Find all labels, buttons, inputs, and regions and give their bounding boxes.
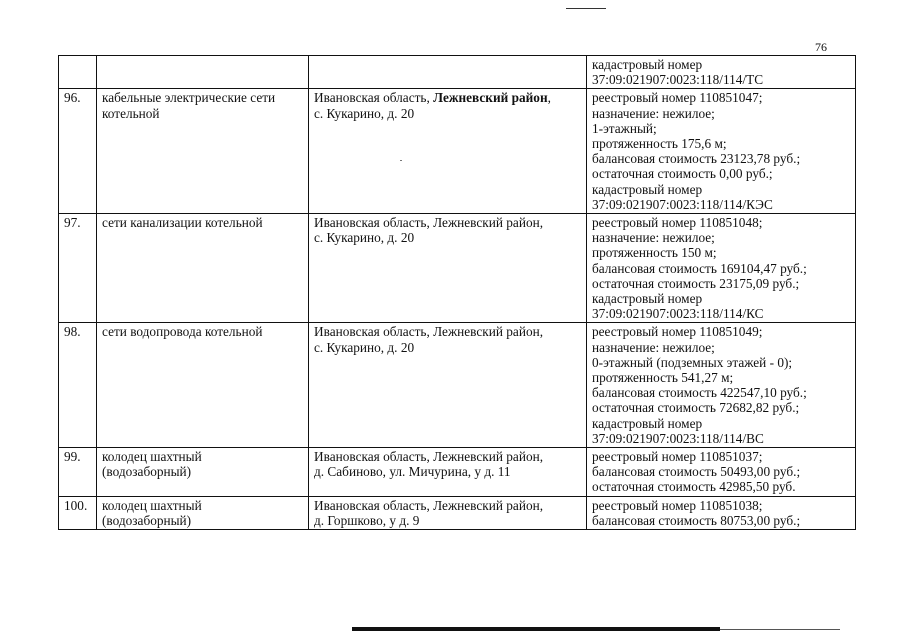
item-address-line — [314, 230, 582, 245]
item-detail-line: реестровый номер 110851047; — [592, 90, 763, 106]
item-address-line — [314, 106, 582, 121]
item-name-line: котельной — [102, 105, 160, 121]
item-address-line — [314, 90, 582, 105]
item-name-line: сети водопровода котельной — [102, 324, 263, 340]
item-detail-line: кадастровый номер — [592, 291, 703, 307]
item-detail-line: балансовая стоимость 50493,00 руб.; — [592, 464, 801, 480]
item-address-line — [314, 324, 582, 339]
item-name-line: колодец шахтный — [102, 449, 202, 465]
item-address-fragment: д. Сабиново, ул. Мичурина, у д. 11 — [314, 464, 511, 480]
item-address-cell — [309, 448, 587, 497]
registry-table-body — [59, 56, 856, 530]
item-details-cell — [587, 56, 856, 89]
item-detail-line: назначение: нежилое; — [592, 105, 715, 121]
table-row — [59, 448, 856, 497]
table-row — [59, 214, 856, 323]
item-detail-line: 0-этажный (подземных этажей - 0); — [592, 354, 793, 370]
item-detail-line: остаточная стоимость 0,00 руб.; — [592, 166, 773, 182]
item-number: 98. — [64, 324, 81, 340]
item-details-cell — [587, 496, 856, 529]
item-detail-line: остаточная стоимость 23175,09 руб.; — [592, 275, 800, 291]
item-name-cell — [97, 89, 309, 214]
item-detail-line: балансовая стоимость 422547,10 руб.; — [592, 385, 807, 401]
table-row — [59, 496, 856, 529]
item-detail-line: реестровый номер 110851049; — [592, 324, 763, 340]
item-number: 100. — [64, 497, 88, 513]
item-detail-line: 37:09:021907:0023:118/114/КЭС — [592, 196, 773, 212]
item-number-cell — [59, 448, 97, 497]
item-details-cell — [587, 323, 856, 448]
item-detail-line: 37:09:021907:0023:118/114/КС — [592, 306, 764, 322]
item-address-fragment: , — [547, 90, 551, 106]
item-address-fragment: Ивановская область, Лежневский район, — [314, 497, 544, 513]
item-detail-line: остаточная стоимость 42985,50 руб. — [592, 479, 796, 495]
item-address-fragment: Ивановская область, Лежневский район, — [314, 449, 544, 465]
item-address-fragment: с. Кукарино, д. 20 — [314, 230, 415, 246]
item-detail-line: остаточная стоимость 72682,82 руб.; — [592, 400, 800, 416]
item-detail-line: 37:09:021907:0023:118/114/ВС — [592, 430, 764, 446]
item-number-cell — [59, 496, 97, 529]
item-address-cell — [309, 214, 587, 323]
item-detail-line: кадастровый номер — [592, 415, 703, 431]
item-address-line — [314, 340, 582, 355]
item-detail-line: реестровый номер 110851048; — [592, 215, 763, 231]
item-address-line — [314, 513, 582, 528]
item-details-cell — [587, 214, 856, 323]
item-detail-line: балансовая стоимость 80753,00 руб.; — [592, 512, 801, 528]
item-detail-line: реестровый номер 110851037; — [592, 449, 763, 465]
item-detail-line: балансовая стоимость 169104,47 руб.; — [592, 260, 807, 276]
scan-top-mark — [566, 8, 606, 9]
item-address-fragment: д. Горшково, у д. 9 — [314, 512, 420, 528]
item-number: 97. — [64, 215, 81, 231]
item-name-cell — [97, 496, 309, 529]
item-address-fragment: с. Кукарино, д. 20 — [314, 339, 415, 355]
item-detail-line: реестровый номер 110851038; — [592, 497, 763, 513]
item-address-bold-fragment: Лежневский район — [433, 90, 548, 106]
item-name-line: колодец шахтный — [102, 497, 202, 513]
item-name-line: (водозаборный) — [102, 512, 192, 528]
scan-bottom-bar — [352, 627, 720, 631]
item-name-cell — [97, 323, 309, 448]
item-address-line — [314, 464, 582, 479]
item-address-cell — [309, 496, 587, 529]
item-number: 96. — [64, 90, 81, 106]
item-number-cell — [59, 323, 97, 448]
item-address-cell — [309, 56, 587, 89]
item-name-line: кабельные электрические сети — [102, 90, 276, 106]
item-detail-line: балансовая стоимость 23123,78 руб.; — [592, 151, 801, 167]
table-row — [59, 89, 856, 214]
item-address-fragment: с. Кукарино, д. 20 — [314, 105, 415, 121]
item-address-line — [314, 215, 582, 230]
item-detail-line: протяженность 541,27 м; — [592, 370, 734, 386]
page-number: 76 — [815, 40, 827, 54]
item-address-line — [314, 498, 582, 513]
item-detail-line: протяженность 150 м; — [592, 245, 717, 261]
item-detail-line: кадастровый номер — [592, 181, 703, 197]
item-number-cell — [59, 89, 97, 214]
item-address-cell — [309, 323, 587, 448]
item-detail-line: назначение: нежилое; — [592, 339, 715, 355]
table-row — [59, 323, 856, 448]
item-address-cell — [309, 89, 587, 214]
item-number-cell — [59, 56, 97, 89]
item-detail-line: 37:09:021907:0023:118/114/ТС — [592, 72, 764, 88]
item-details-cell — [587, 448, 856, 497]
item-details-cell — [587, 89, 856, 214]
property-registry-table — [58, 55, 856, 530]
item-address-fragment: Ивановская область, Лежневский район, — [314, 324, 544, 340]
item-number-cell — [59, 214, 97, 323]
item-number: 99. — [64, 449, 81, 465]
item-detail-line: кадастровый номер — [592, 57, 703, 72]
item-name-line: (водозаборный) — [102, 464, 192, 480]
item-address-fragment: Ивановская область, — [314, 90, 434, 106]
item-name-line: сети канализации котельной — [102, 215, 263, 231]
item-address-line — [314, 449, 582, 464]
item-detail-line: 1-этажный; — [592, 120, 657, 136]
item-detail-line: назначение: нежилое; — [592, 230, 715, 246]
item-detail-line: протяженность 175,6 м; — [592, 136, 727, 152]
scan-bottom-line — [720, 629, 840, 630]
item-name-cell — [97, 448, 309, 497]
item-address-fragment: Ивановская область, Лежневский район, — [314, 215, 544, 231]
item-name-cell — [97, 214, 309, 323]
table-row — [59, 56, 856, 89]
item-name-cell — [97, 56, 309, 89]
